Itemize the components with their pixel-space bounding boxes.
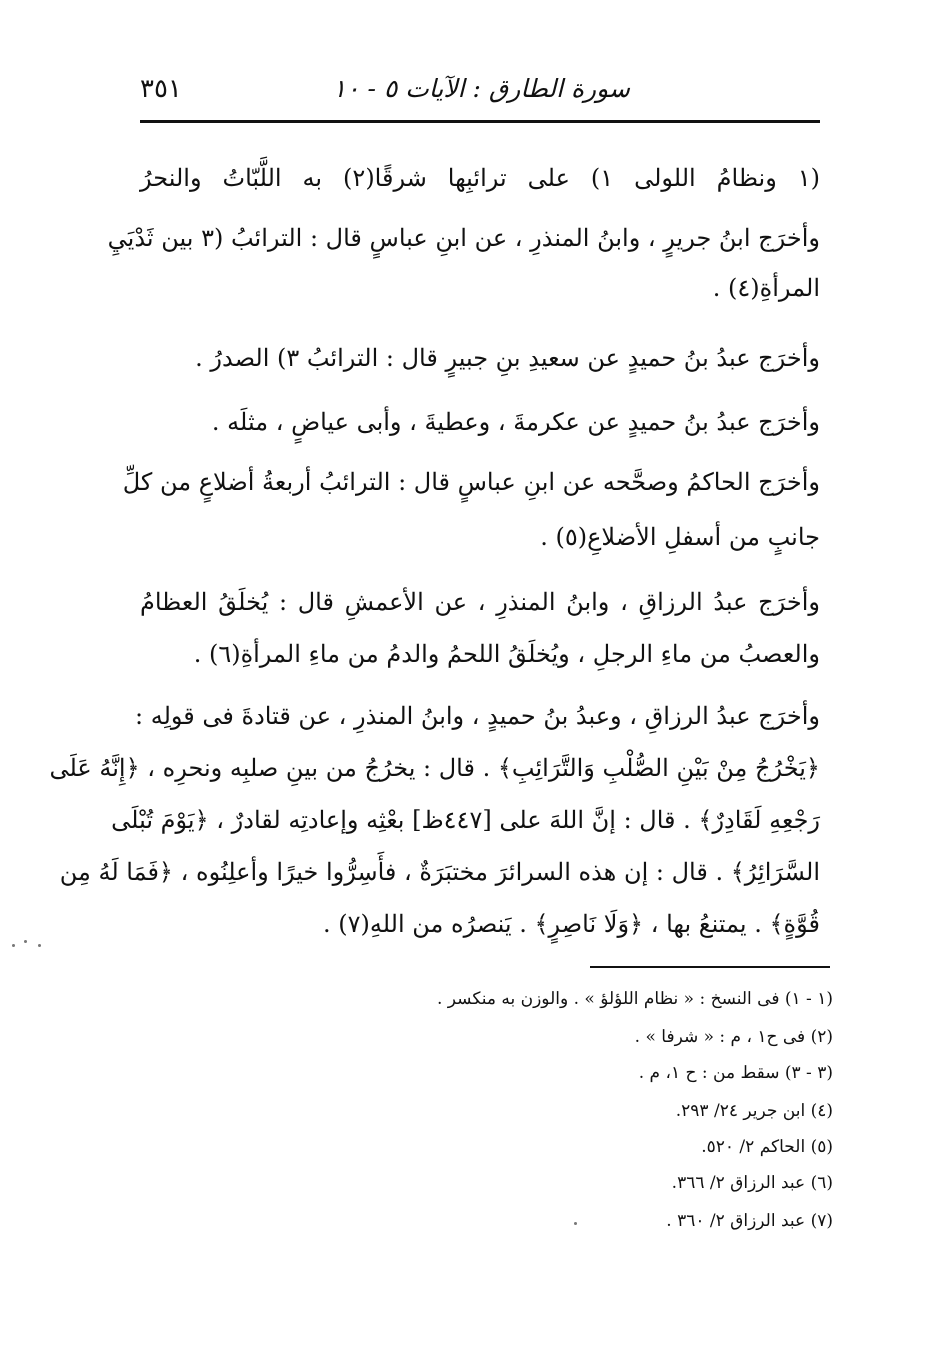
footnote: (٦) عبد الرزاق ٢/ ٣٦٦. [671,1173,833,1193]
scan-speck [24,940,27,943]
quran-line: ﴿يَخْرُجُ مِنْ بَيْنِ الصُّلْبِ وَالتَّرَائِبِ﴾ . قال : يخرُجُ من بينِ صلبِه ونحرِه ، ﴿إِنَّهُ عَلَى [49,754,820,782]
footnote: (٣ - ٣) سقط من : ح ١، م . [638,1063,833,1083]
scan-speck [38,944,41,947]
body-line: وأخرَج عبدُ بنُ حميدٍ عن عكرمةَ ، وعطيةَ ، وأبى عياضٍ ، مثلَه . [211,408,820,436]
footnote: (٤) ابن جرير ٢٤/ ٢٩٣. [675,1101,833,1121]
footnote: (١ - ١) فى النسخ : « نظام اللؤلؤ » . والوزن به منكسر . [436,989,833,1009]
body-line: وأخرَج عبدُ الرزاقِ ، وابنُ المنذرِ ، عن الأعمشِ قال : يُخلَقُ العظامُ [140,588,820,616]
scan-speck [574,1222,577,1225]
body-line: جانبٍ من أسفلِ الأضلاعِ(٥) . [540,523,820,551]
footnote: (٧) عبد الرزاق ٢/ ٣٦٠ . [666,1211,833,1231]
quran-line: قُوَّةٍ﴾ . يمتنعُ بها ، ﴿وَلَا نَاصِرٍ﴾ . يَنصرُه من اللهِ(٧) . [322,910,820,938]
body-line: وأخرَج عبدُ بنُ حميدٍ عن سعيدِ بنِ جبيرٍ قال : الترائبُ ٣) الصدرُ . [195,344,820,372]
scan-speck [12,944,15,947]
header-rule [140,120,820,123]
body-line: وأخرَج الحاكمُ وصحَّحه عن ابنِ عباسٍ قال : الترائبُ أربعةُ أضلاعٍ من كلِّ [122,468,820,496]
footnote: (٥) الحاكم ٢/ ٥٢٠. [701,1137,833,1157]
verse-line: (١ ونظامُ اللولى ١) على ترائبِها شرقًا(٢) به اللَّبّاتُ والنحرُ [140,164,821,192]
page-number: ٣٥١ [140,74,182,104]
body-line: وأخرَج ابنُ جريرٍ ، وابنُ المنذرِ ، عن ابنِ عباسٍ قال : الترائبُ (٣ بين ثَدْيَيِ [107,224,820,252]
quran-line: السَّرَائِرُ﴾ . قال : إن هذه السرائرَ مختبَرَةٌ ، فأَسِرُّوا خيرًا وأعلِنُوه ، ﴿فَمَا لَهُ مِن [59,858,820,886]
body-line: والعصبُ من ماءِ الرجلِ ، ويُخلَقُ اللحمُ والدمُ من ماءِ المرأةِ(٦) . [193,640,820,668]
body-line: المرأةِ(٤) . [712,274,820,302]
body-line: وأخرَج عبدُ الرزاقِ ، وعبدُ بنُ حميدٍ ، وابنُ المنذرِ ، عن قتادةَ فى قولِه : [135,702,820,730]
running-header-title: سورة الطارق : الآيات ٥ - ١٠ [332,74,630,103]
quran-line: رَجْعِهِ لَقَادِرٌ﴾ . قال : إنَّ اللهَ على [٤٤٧ظ] بعْثِه وإعادتِه لقادرٌ ، ﴿يَوْمَ تُبْلَى [111,806,820,834]
footnote: (٢) فى ح١ ، م : « شرفا » . [634,1027,833,1047]
footnote-separator [590,966,830,968]
